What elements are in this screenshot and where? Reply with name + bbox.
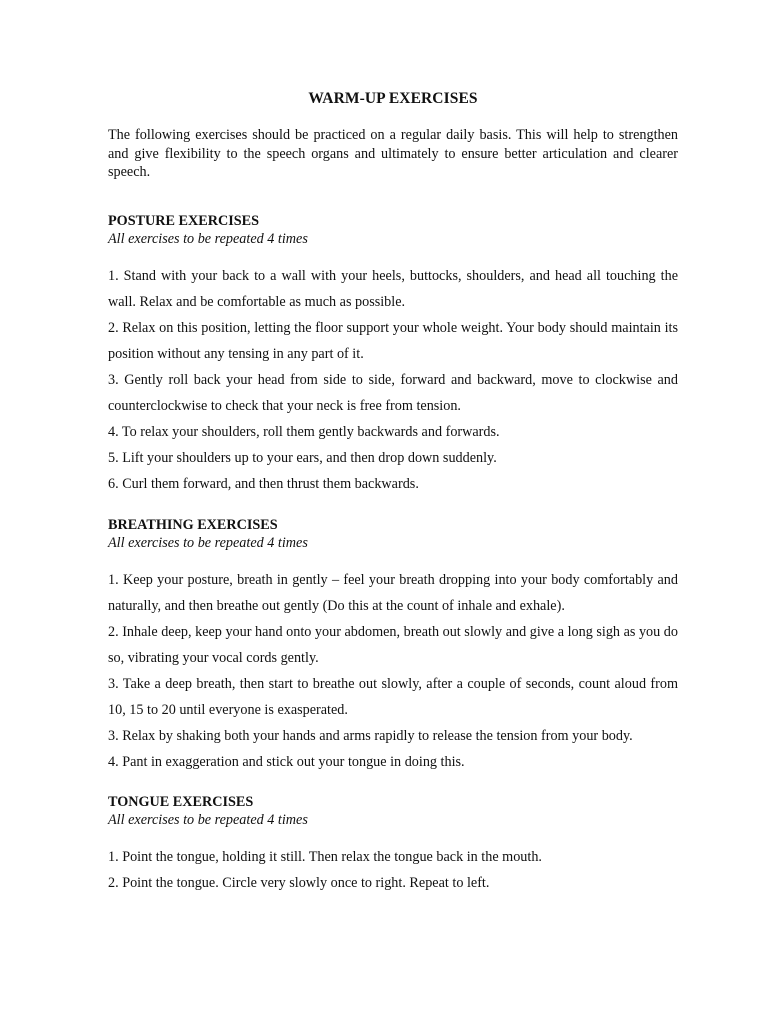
section-heading: BREATHING EXERCISES	[108, 517, 278, 533]
section-subheading: All exercises to be repeated 4 times	[108, 231, 308, 247]
list-item: 2. Relax on this position, letting the floor support your whole weight. Your body should maintain its position without any tensing in any part of it.	[108, 320, 678, 362]
list-item: 4. Pant in exaggeration and stick out your tongue in doing this.	[108, 754, 465, 770]
list-item: 1. Stand with your back to a wall with your heels, buttocks, shoulders, and head all touching the wall. Relax and be comfortable as much as possible.	[108, 268, 678, 310]
list-item: 1. Point the tongue, holding it still. Then relax the tongue back in the mouth.	[108, 849, 542, 865]
page-title: WARM-UP EXERCISES	[308, 90, 478, 107]
section-subheading: All exercises to be repeated 4 times	[108, 535, 308, 551]
section-heading: TONGUE EXERCISES	[108, 794, 254, 810]
exercise-list	[108, 263, 678, 497]
list-item: 1. Keep your posture, breath in gently – feel your breath dropping into your body comfortably and naturally, and then breathe out gently (Do this at the count of inhale and exhale).	[108, 572, 678, 614]
exercise-list	[108, 567, 678, 775]
list-item: 2. Inhale deep, keep your hand onto your abdomen, breath out slowly and give a long sigh as you do so, vibrating your vocal cords gently.	[108, 624, 678, 666]
posture-exercises-section	[108, 212, 678, 497]
intro-paragraph: The following exercises should be practiced on a regular daily basis. This will help to strengthen and give flexibility to the speech organs and ultimately to ensure better articulation and clearer speech.	[108, 127, 678, 180]
exercise-list	[108, 844, 678, 896]
section-subheading: All exercises to be repeated 4 times	[108, 812, 308, 828]
tongue-exercises-section	[108, 793, 678, 896]
list-item: 3. Relax by shaking both your hands and arms rapidly to release the tension from your body.	[108, 728, 633, 744]
section-heading: POSTURE EXERCISES	[108, 213, 259, 229]
breathing-exercises-section	[108, 516, 678, 775]
list-item: 6. Curl them forward, and then thrust them backwards.	[108, 476, 419, 492]
list-item: 5. Lift your shoulders up to your ears, and then drop down suddenly.	[108, 450, 497, 466]
list-item: 3. Take a deep breath, then start to breathe out slowly, after a couple of seconds, count aloud from 10, 15 to 20 until everyone is exasperated.	[108, 676, 678, 718]
list-item: 3. Gently roll back your head from side to side, forward and backward, move to clockwise and counterclockwise to check that your neck is free from tension.	[108, 372, 678, 414]
list-item: 2. Point the tongue. Circle very slowly once to right. Repeat to left.	[108, 875, 490, 891]
list-item: 4. To relax your shoulders, roll them gently backwards and forwards.	[108, 424, 500, 440]
